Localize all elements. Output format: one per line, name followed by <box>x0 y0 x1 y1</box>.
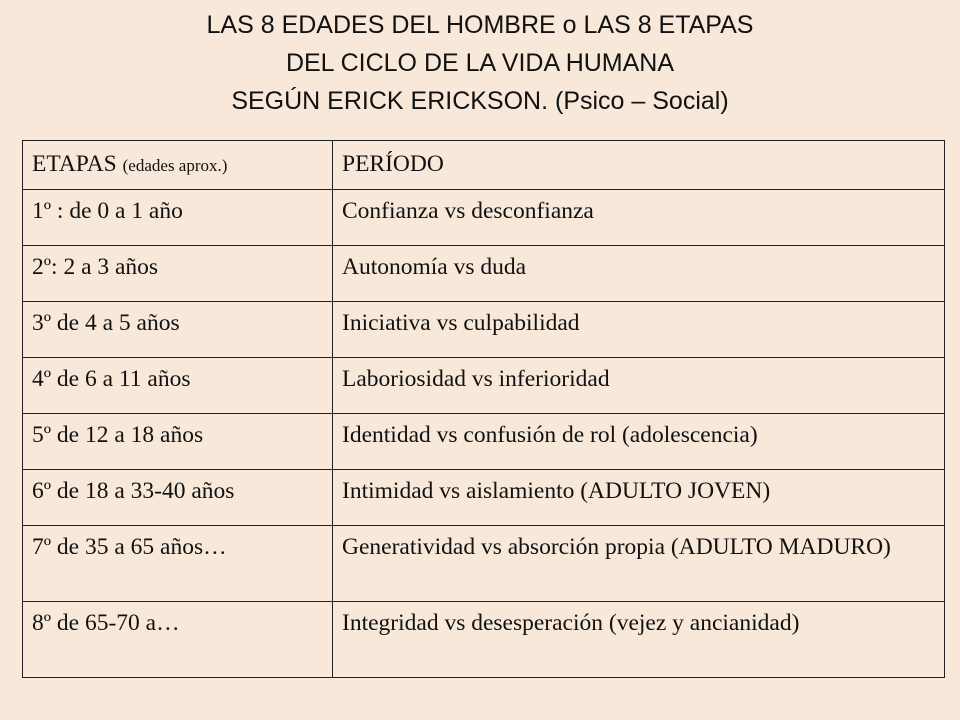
stage-cell: 2º: 2 a 3 años <box>23 246 333 302</box>
period-cell: Confianza vs desconfianza <box>333 190 945 246</box>
table-row <box>23 414 945 470</box>
stage-cell: 3º de 4 a 5 años <box>23 302 333 358</box>
stage-cell: 1º : de 0 a 1 año <box>23 190 333 246</box>
period-cell: Intimidad vs aislamiento (ADULTO JOVEN) <box>333 470 945 526</box>
stage-cell: 6º de 18 a 33-40 años <box>23 470 333 526</box>
period-cell: Identidad vs confusión de rol (adolescencia) <box>333 414 945 470</box>
stage-cell: 5º de 12 a 18 años <box>23 414 333 470</box>
table-row <box>23 302 945 358</box>
header-stages-label: ETAPAS <box>32 151 117 177</box>
period-cell: Laboriosidad vs inferioridad <box>333 358 945 414</box>
table-row <box>23 358 945 414</box>
table-header-row <box>23 141 945 190</box>
period-cell: Generatividad vs absorción propia (ADULTO MADURO) <box>333 526 945 602</box>
title-line-3: SEGÚN ERICK ERICKSON. (Psico – Social) <box>231 87 729 115</box>
stage-cell: 8º de 65-70 a… <box>23 602 333 678</box>
erikson-stages-table <box>22 140 945 678</box>
title-line-2: DEL CICLO DE LA VIDA HUMANA <box>285 49 675 77</box>
slide-title <box>0 6 960 120</box>
table-row <box>23 602 945 678</box>
table-row <box>23 246 945 302</box>
header-stages-cell <box>23 141 333 190</box>
table-row <box>23 190 945 246</box>
period-cell: Integridad vs desesperación (vejez y ancianidad) <box>333 602 945 678</box>
title-line-1: LAS 8 EDADES DEL HOMBRE o LAS 8 ETAPAS <box>206 11 754 39</box>
stage-cell: 7º de 35 a 65 años… <box>23 526 333 602</box>
header-stages-note: (edades aprox.) <box>122 156 228 175</box>
table-row <box>23 526 945 602</box>
period-cell: Iniciativa vs culpabilidad <box>333 302 945 358</box>
stage-cell: 4º de 6 a 11 años <box>23 358 333 414</box>
table-row <box>23 470 945 526</box>
period-cell: Autonomía vs duda <box>333 246 945 302</box>
header-period-cell: PERÍODO <box>333 141 945 190</box>
